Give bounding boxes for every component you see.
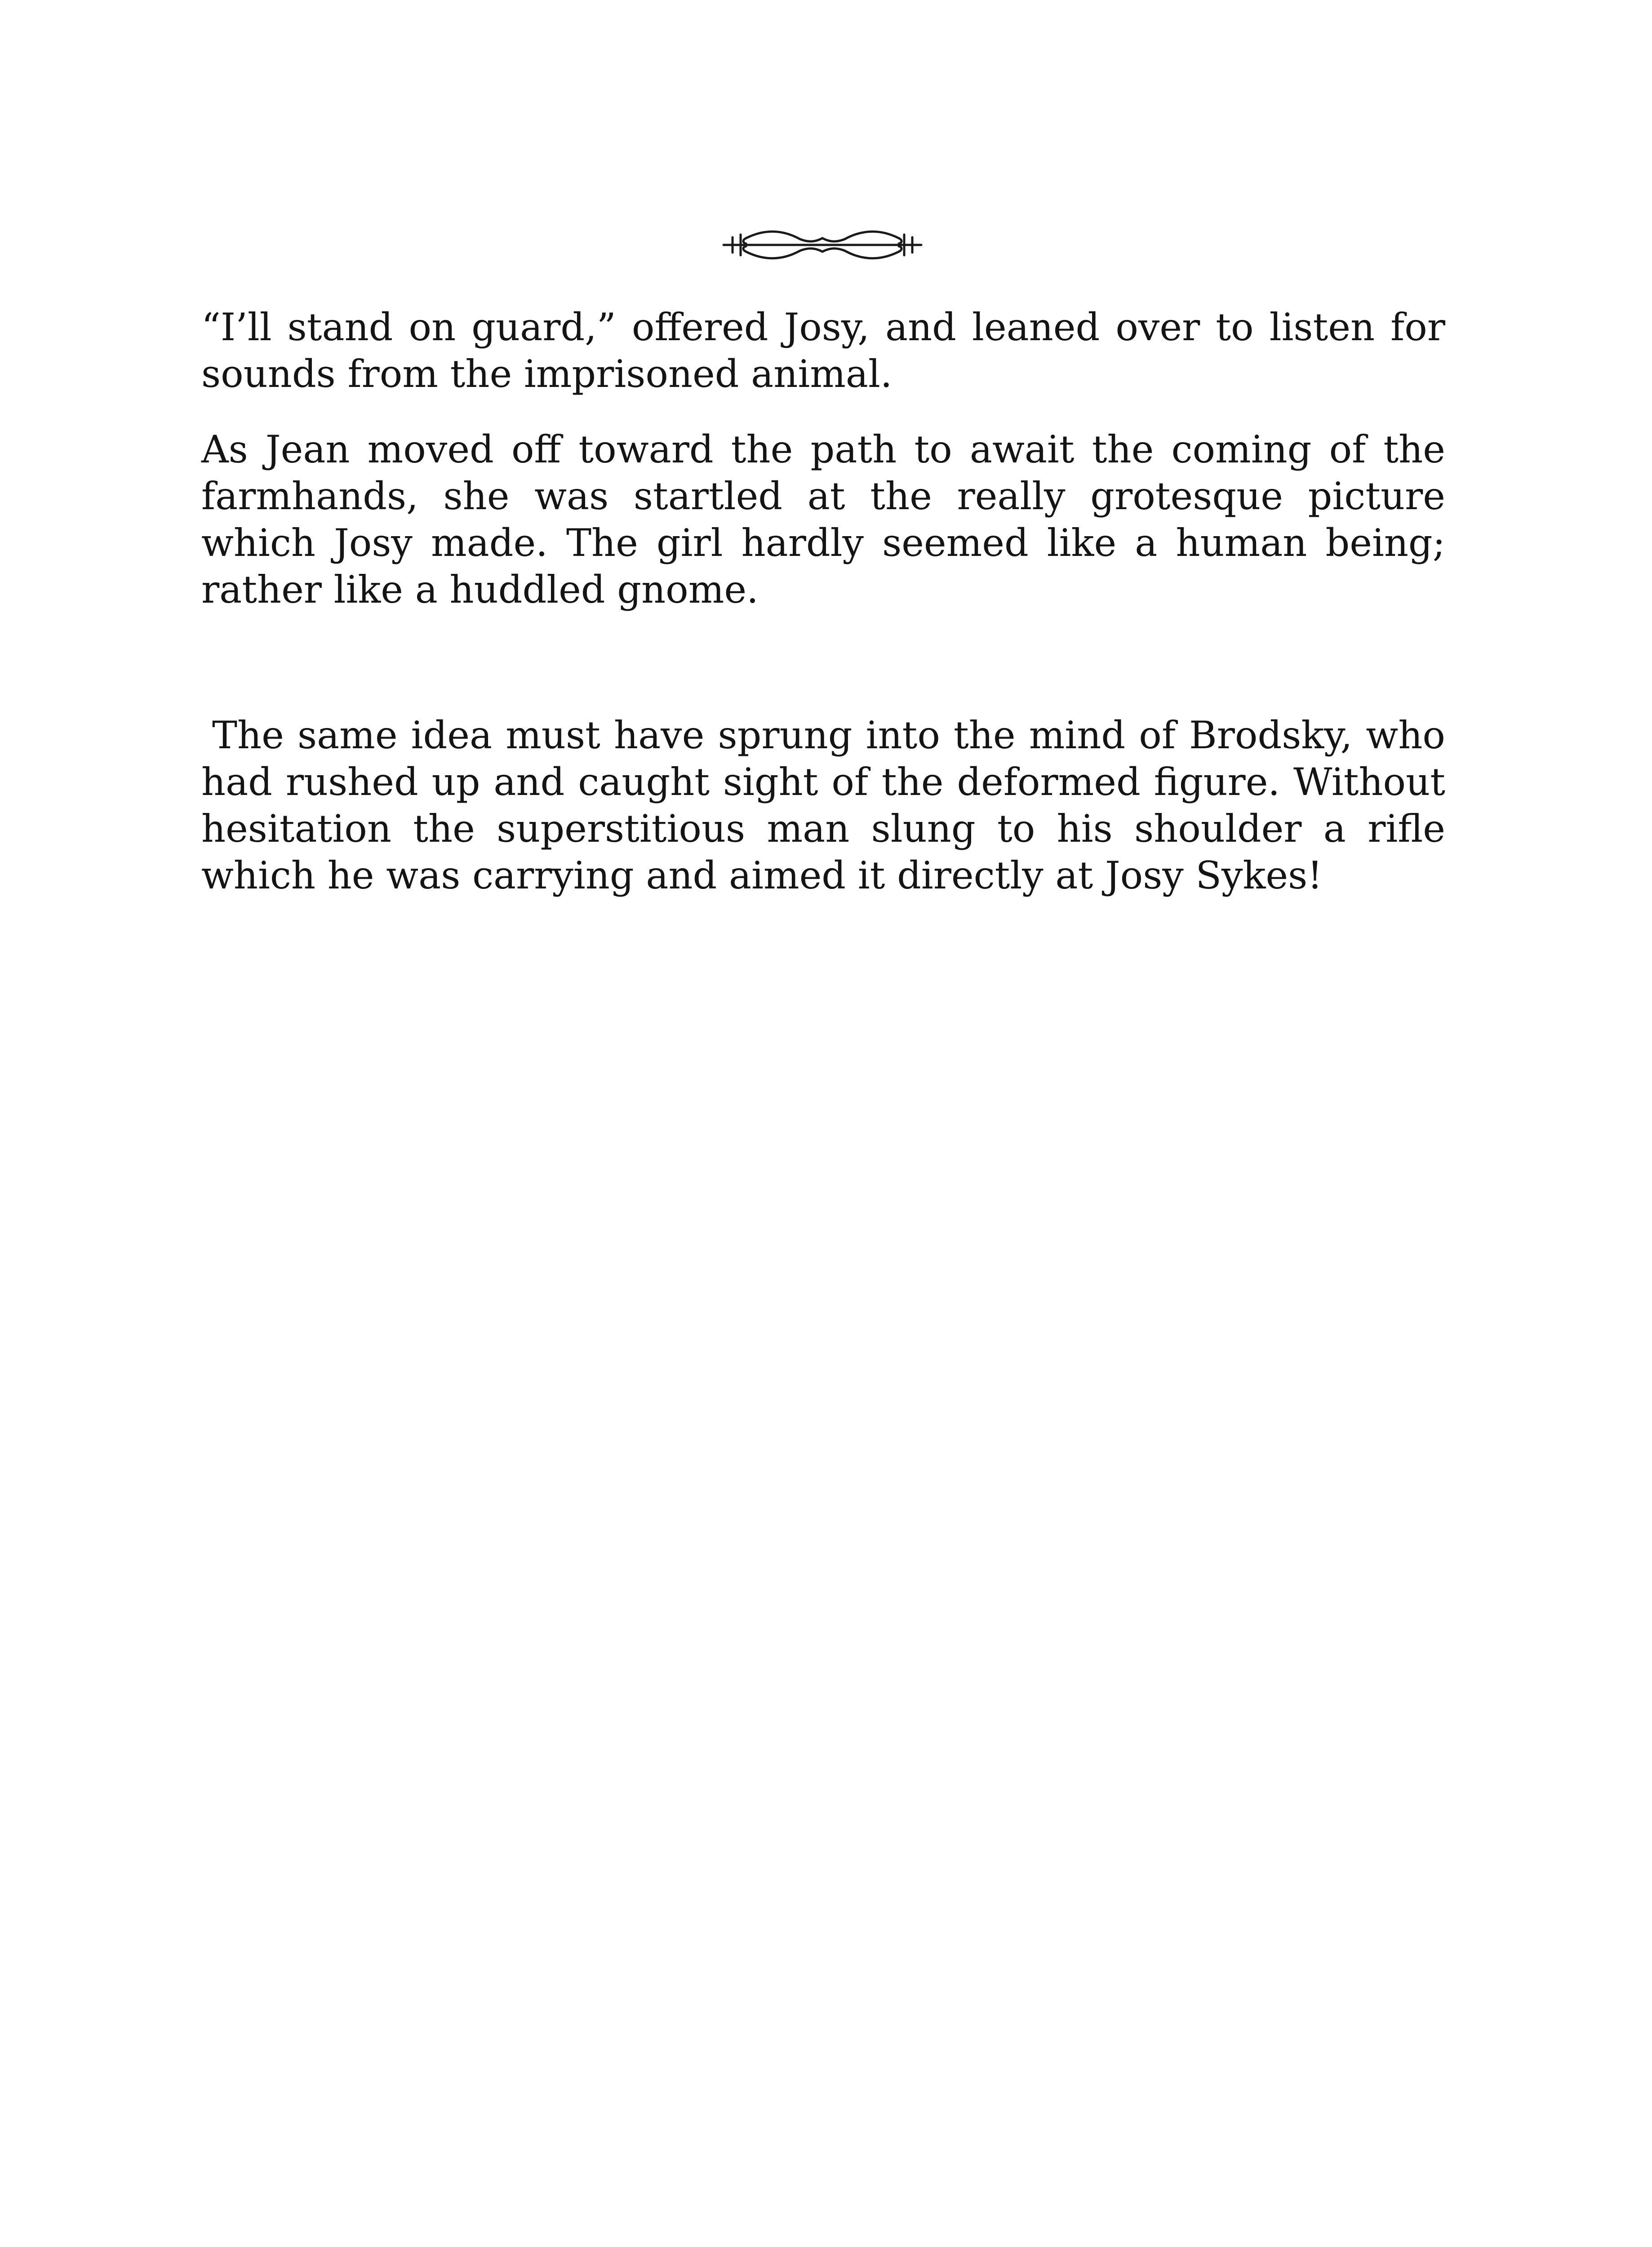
scroll-divider-icon xyxy=(715,225,930,265)
body-paragraph: As Jean moved off toward the path to await the coming of the farmhands, she was startled at the really grotesque picture which Josy made. The girl hardly seemed like a human being; rather like a huddled gnome. xyxy=(201,427,1445,612)
body-paragraph: The same idea must have sprung into the mind of Brodsky, who had rushed up and caught sight of the deformed figure. Without hesitation the superstitious man slung to his shoulder a rifle which he was carrying and aimed it directly at Josy Sykes! xyxy=(201,713,1445,897)
body-paragraph: “I’ll stand on guard,” offered Josy, and leaned over to listen for sounds from the imprisoned animal. xyxy=(201,305,1445,396)
